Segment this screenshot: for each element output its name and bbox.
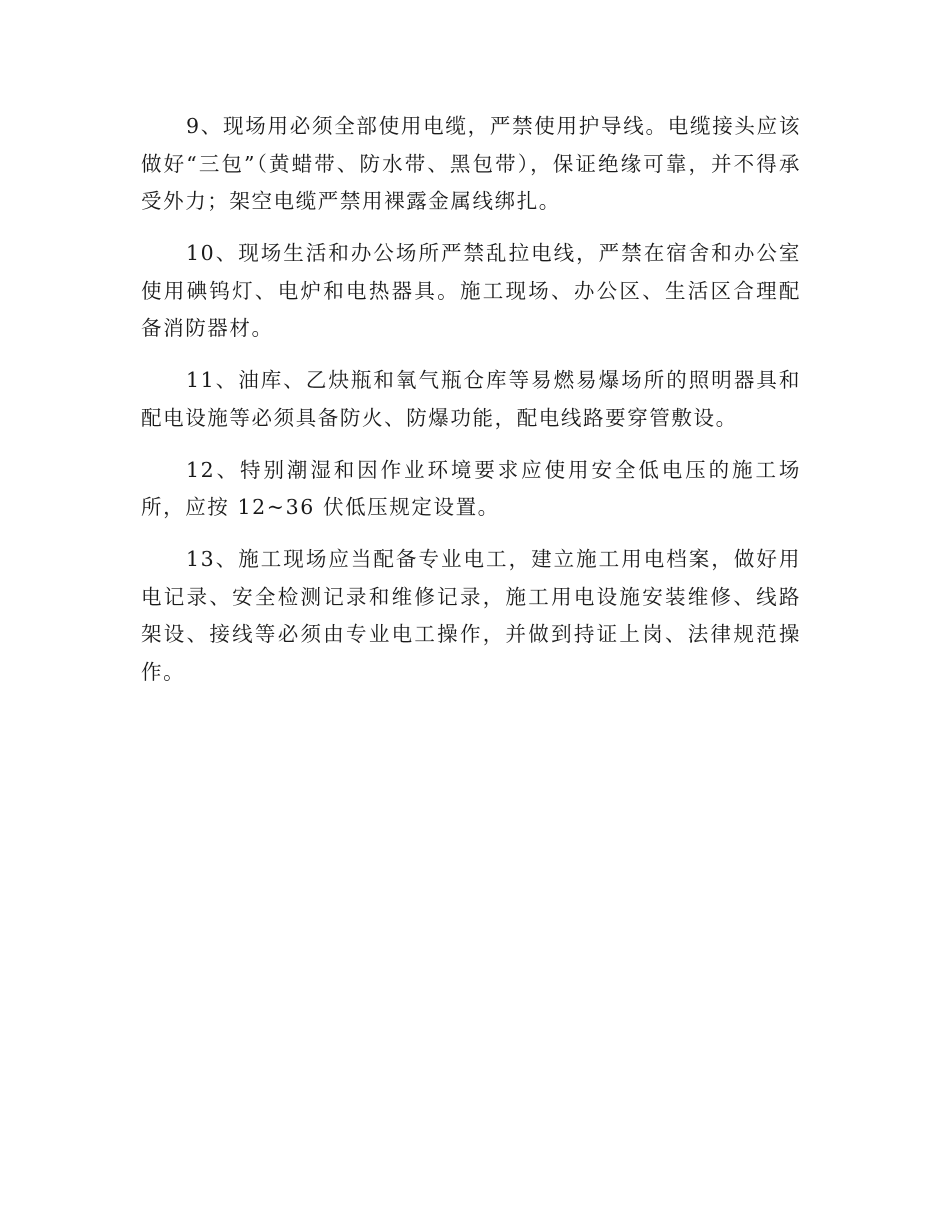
paragraph-10: 10、现场生活和办公场所严禁乱拉电线，严禁在宿舍和办公室使用碘钨灯、电炉和电热器具。施工现场、办公区、生活区合理配备消防器材。 xyxy=(141,241,801,340)
paragraph-13: 13、施工现场应当配备专业电工，建立施工用电档案，做好用电记录、安全检测记录和维修记录，施工用电设施安装维修、线路架设、接线等必须由专业电工操作，并做到持证上岗、法律规范操作。 xyxy=(141,547,801,684)
paragraph-9: 9、现场用必须全部使用电缆，严禁使用护导线。电缆接头应该做好“三包”（黄蜡带、防水带、黑包带），保证绝缘可靠，并不得承受外力；架空电缆严禁用裸露金属线绑扎。 xyxy=(141,114,801,213)
paragraph-12: 12、特别潮湿和因作业环境要求应使用安全低电压的施工场所，应按 12~36 伏低压规定设置。 xyxy=(141,457,801,519)
document-body xyxy=(141,108,801,706)
paragraph-11: 11、油库、乙炔瓶和氧气瓶仓库等易燃易爆场所的照明器具和配电设施等必须具备防火、防爆功能，配电线路要穿管敷设。 xyxy=(141,368,801,430)
